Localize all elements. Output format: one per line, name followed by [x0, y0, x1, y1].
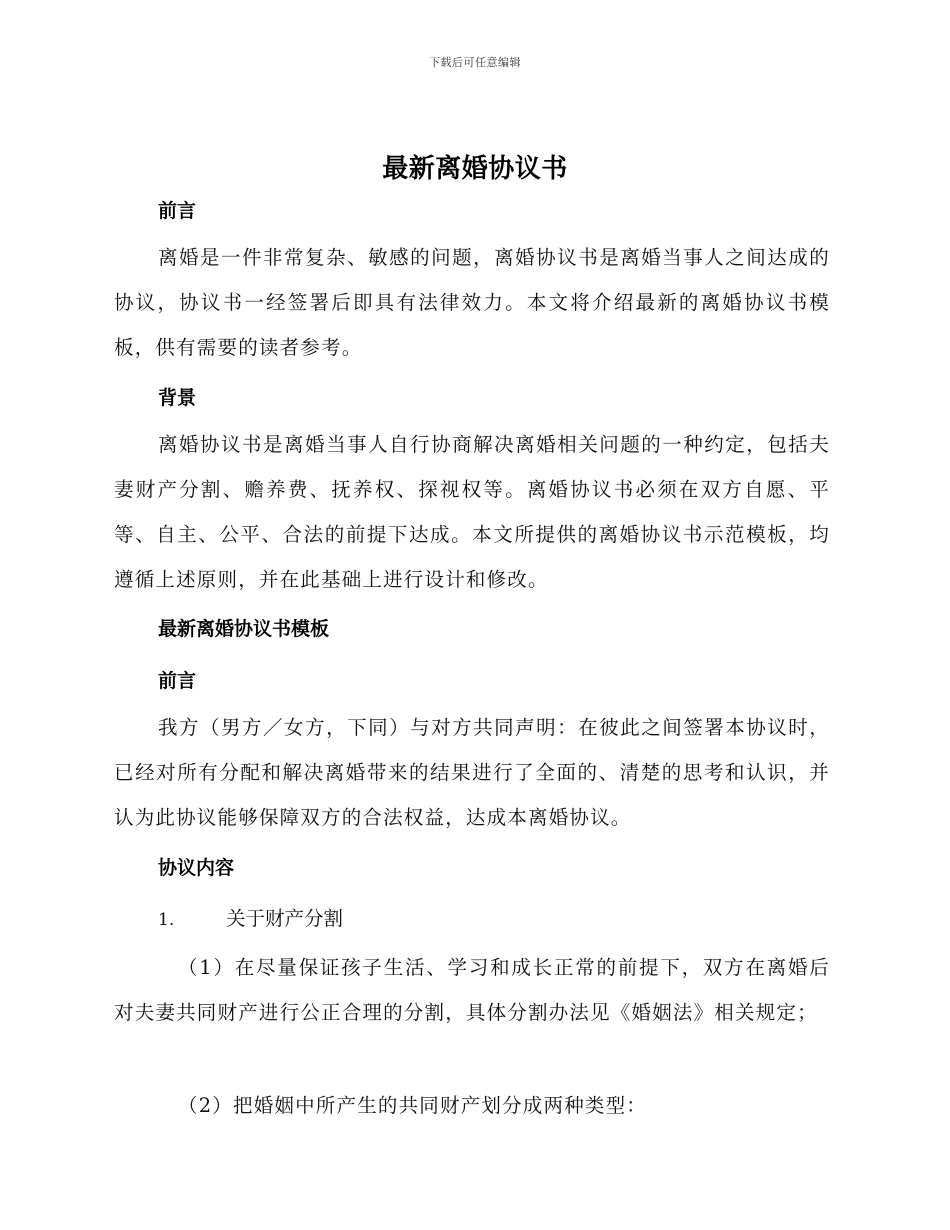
clause-1-paragraph: （1）在尽量保证孩子生活、学习和成长正常的前提下，双方在离婚后对夫妻共同财产进行公正合理的分割，具体分割办法见《婚姻法》相关规定； [114, 956, 830, 1024]
item-1-title: 关于财产分割 [226, 907, 344, 930]
item-1 [158, 903, 343, 931]
item-1-number: 1. [158, 910, 175, 930]
template-heading: 最新离婚协议书模板 [158, 618, 330, 640]
content-heading: 协议内容 [158, 857, 235, 879]
background-heading: 背景 [158, 387, 197, 409]
template-preface-paragraph: 我方（男方／女方，下同）与对方共同声明：在彼此之间签署本协议时，已经对所有分配和解决离婚带来的结果进行了全面的、清楚的思考和认识，并认为此协议能够保障双方的合法权益，达成本离婚协议。 [114, 716, 830, 829]
page-header-note: 下载后可任意编辑 [429, 56, 521, 69]
preface-paragraph: 离婚是一件非常复杂、敏感的问题，离婚协议书是离婚当事人之间达成的协议，协议书一经签署后即具有法律效力。本文将介绍最新的离婚协议书模板，供有需要的读者参考。 [114, 246, 830, 359]
document-title: 最新离婚协议书 [382, 154, 568, 184]
template-preface-heading: 前言 [158, 670, 197, 692]
clause-2-paragraph: （2）把婚姻中所产生的共同财产划分成两种类型： [178, 1094, 648, 1117]
background-paragraph: 离婚协议书是离婚当事人自行协商解决离婚相关问题的一种约定，包括夫妻财产分割、赡养费、抚养权、探视权等。离婚协议书必须在双方自愿、平等、自主、公平、合法的前提下达成。本文所提供的离婚协议书示范模板，均遵循上述原则，并在此基础上进行设计和修改。 [114, 433, 830, 591]
preface-heading: 前言 [158, 200, 197, 222]
